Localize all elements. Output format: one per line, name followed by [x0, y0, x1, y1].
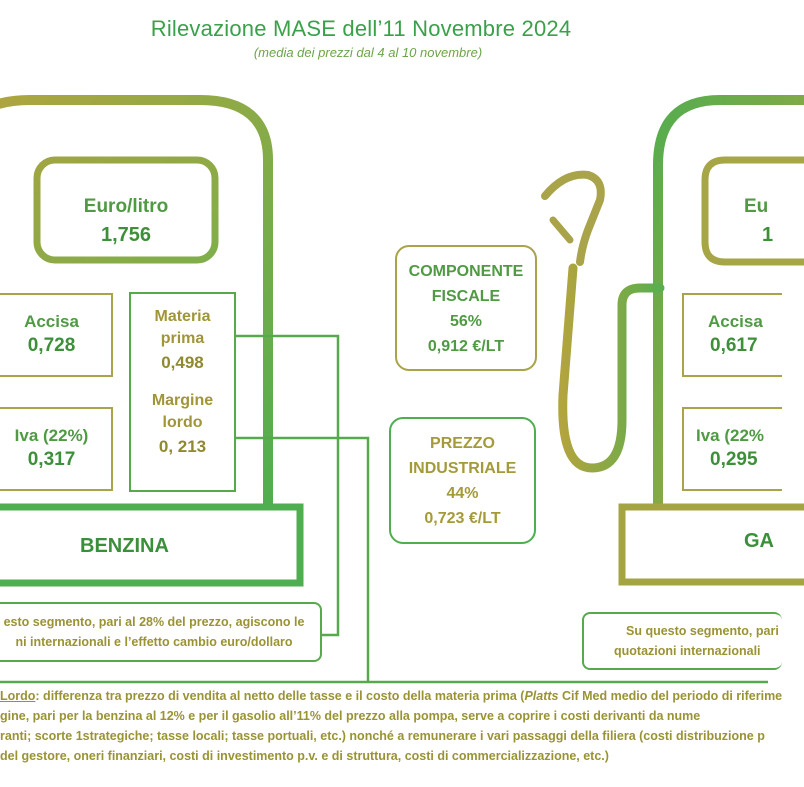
benzina-iva-box: [0, 407, 113, 491]
gasolio-accisa-value: 0,617: [710, 335, 758, 356]
gasolio-base-shape: [622, 507, 804, 582]
componente-fiscale-line-1: COMPONENTE: [408, 263, 524, 280]
prezzo-industriale-value: 0,723 €/LT: [424, 510, 501, 527]
page-subtitle: (media dei prezzi dal 4 al 10 novembre): [253, 45, 483, 60]
hose-shape: [563, 268, 660, 468]
gasolio-price-label: Eu: [744, 196, 769, 217]
componente-fiscale-value: 0,912 €/LT: [427, 338, 505, 355]
footnote-line-1-a: : differenza tra prezzo di vendita al netto delle tasse e il costo della materia prima (: [35, 689, 525, 703]
benzina-price-display: [40, 193, 212, 249]
page-title: Rilevazione MASE dell’11 Novembre 2024: [150, 16, 572, 41]
gasolio-price-value: 1: [762, 224, 774, 246]
benzina-margine-label-1: Margine: [151, 392, 214, 409]
benzina-note-line-1: esto segmento, pari al 28% del prezzo, agiscono le: [3, 615, 305, 629]
benzina-fuel-label: BENZINA: [80, 535, 169, 557]
gasolio-price-display: [744, 193, 804, 249]
prezzo-industriale-line-1: PREZZO: [430, 435, 495, 452]
gasolio-fuel-label: GA: [744, 530, 774, 552]
footnote-term: Lordo: [0, 689, 36, 703]
componente-fiscale-line-2: FISCALE: [431, 288, 501, 305]
footnote-line-4: del gestore, oneri finanziari, costi di investimento p.v. e di struttura, costi di commercializzazione, etc.): [0, 749, 609, 763]
benzina-margine-label-2: lordo: [162, 414, 203, 431]
footnote-line-1-b: Cif Med medio del periodo di riferime: [558, 689, 783, 703]
gasolio-iva-box: [682, 407, 782, 491]
benzina-margine-value: 0, 213: [158, 437, 207, 456]
prezzo-industriale-percent: 44%: [446, 485, 479, 502]
connector-materia: [235, 336, 338, 635]
margine-lordo-footnote: [0, 682, 783, 782]
footnote-line-2: gine, pari per la benzina al 12% e per il gasolio all’11% del prezzo alla pompa, serve a coprire i costi derivanti da nume: [0, 709, 701, 723]
gasolio-accisa-box: [682, 293, 782, 377]
componente-fiscale-percent: 56%: [449, 313, 483, 330]
benzina-iva-label: Iva (22%): [14, 426, 89, 445]
prezzo-industriale-line-2: INDUSTRIALE: [408, 460, 517, 477]
benzina-materia-margine-box: [129, 292, 236, 492]
benzina-accisa-value: 0,728: [27, 335, 76, 356]
gasolio-segment-note: [582, 612, 782, 670]
gasolio-note-line-1: Su questo segmento, pari: [626, 624, 779, 638]
gasolio-iva-label: Iva (22%: [696, 426, 765, 445]
prezzo-industriale-box: [389, 417, 536, 544]
gasolio-note-line-2: quotazioni internazionali: [614, 644, 761, 658]
benzina-segment-note: [0, 602, 322, 662]
gasolio-accisa-label: Accisa: [708, 312, 763, 331]
footnote-platts: Platts: [524, 689, 559, 703]
footnote-line-3: ranti; scorte 1strategiche; tasse locali; tasse portuali, etc.) nonché a remunerare i vari passaggi della filiera (costi distribuzione p: [0, 729, 765, 743]
benzina-materia-label-1: Materia: [154, 308, 211, 325]
footnote-line-1: [0, 686, 783, 706]
benzina-note-line-2: ni internazionali e l’effetto cambio euro/dollaro: [15, 635, 293, 649]
benzina-accisa-box: [0, 293, 113, 377]
benzina-materia-value: 0,498: [161, 353, 204, 372]
componente-fiscale-box: [395, 245, 537, 371]
benzina-price-value: 1,756: [100, 224, 152, 246]
gasolio-iva-value: 0,295: [710, 449, 758, 470]
benzina-materia-label-2: prima: [160, 330, 205, 347]
benzina-accisa-label: Accisa: [24, 312, 79, 331]
benzina-iva-value: 0,317: [27, 449, 76, 470]
benzina-price-label: Euro/litro: [83, 196, 169, 217]
